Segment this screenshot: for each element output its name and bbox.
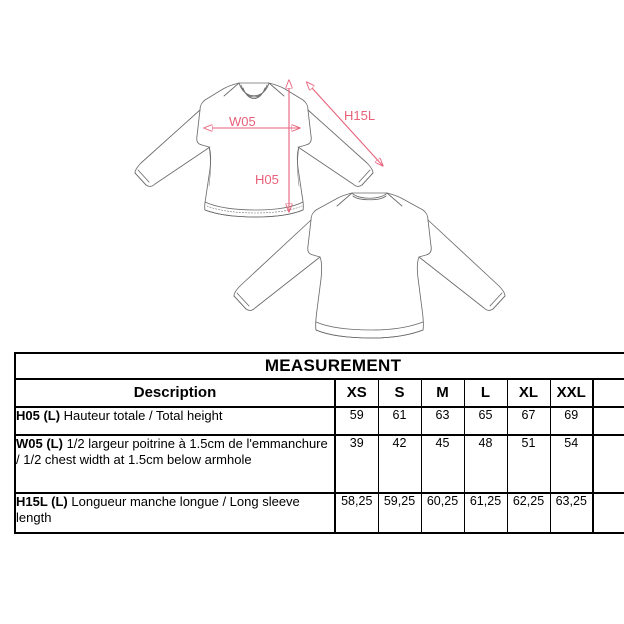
cell-h15l-xxl: 63,25 xyxy=(550,493,593,533)
cell-h05-xxl: 69 xyxy=(550,407,593,435)
front-view-garment xyxy=(135,83,376,217)
cell-h15l-l: 61,25 xyxy=(464,493,507,533)
column-header-s: S xyxy=(378,379,421,407)
cell-w05-m: 45 xyxy=(421,435,464,493)
row-code-h05: H05 (L) xyxy=(16,408,64,423)
cell-w05-l: 48 xyxy=(464,435,507,493)
column-header-description: Description xyxy=(15,379,335,407)
cell-h15l-xl: 62,25 xyxy=(507,493,550,533)
column-header-xxl: XXL xyxy=(550,379,593,407)
annotation-h15l-arrow xyxy=(312,88,383,166)
cell-h15l-m: 60,25 xyxy=(421,493,464,533)
cell-w05-blank xyxy=(593,435,624,493)
row-text-h05: Hauteur totale / Total height xyxy=(63,408,223,423)
back-view-garment xyxy=(234,193,505,338)
table-row-h05 xyxy=(15,407,624,435)
row-code-w05: W05 (L) xyxy=(16,436,67,451)
cell-h15l-blank xyxy=(593,493,624,533)
column-header-xl: XL xyxy=(507,379,550,407)
table-header-row xyxy=(15,379,624,407)
cell-h15l-s: 59,25 xyxy=(378,493,421,533)
cell-w05-xl: 51 xyxy=(507,435,550,493)
cell-h05-s: 61 xyxy=(378,407,421,435)
annotation-h15l-label: H15L xyxy=(344,108,376,123)
cell-w05-s: 42 xyxy=(378,435,421,493)
cell-w05-xs: 39 xyxy=(335,435,378,493)
table-title-row xyxy=(15,353,624,379)
cell-h15l-xs: 58,25 xyxy=(335,493,378,533)
annotation-w05-label: W05 xyxy=(229,114,256,129)
measurement-table-container xyxy=(14,352,610,534)
measurement-table xyxy=(14,352,624,534)
cell-h05-m: 63 xyxy=(421,407,464,435)
row-description-w05 xyxy=(15,435,335,493)
column-header-xs: XS xyxy=(335,379,378,407)
row-text-h15l: Longueur manche longue / Long sleeve length xyxy=(16,494,300,525)
column-header-blank xyxy=(593,379,624,407)
column-header-m: M xyxy=(421,379,464,407)
table-row-h15l xyxy=(15,493,624,533)
cell-h05-xs: 59 xyxy=(335,407,378,435)
cell-w05-xxl: 54 xyxy=(550,435,593,493)
row-description-h15l xyxy=(15,493,335,533)
column-header-l: L xyxy=(464,379,507,407)
row-description-h05 xyxy=(15,407,335,435)
table-row-w05 xyxy=(15,435,624,493)
cell-h05-blank xyxy=(593,407,624,435)
annotation-h05-label: H05 xyxy=(255,172,279,187)
cell-h05-xl: 67 xyxy=(507,407,550,435)
table-title: MEASUREMENT xyxy=(15,353,624,379)
row-text-w05: 1/2 largeur poitrine à 1.5cm de l'emmanchure / 1/2 chest width at 1.5cm below armhole xyxy=(16,436,328,467)
row-code-h15l: H15L (L) xyxy=(16,494,72,509)
cell-h05-l: 65 xyxy=(464,407,507,435)
